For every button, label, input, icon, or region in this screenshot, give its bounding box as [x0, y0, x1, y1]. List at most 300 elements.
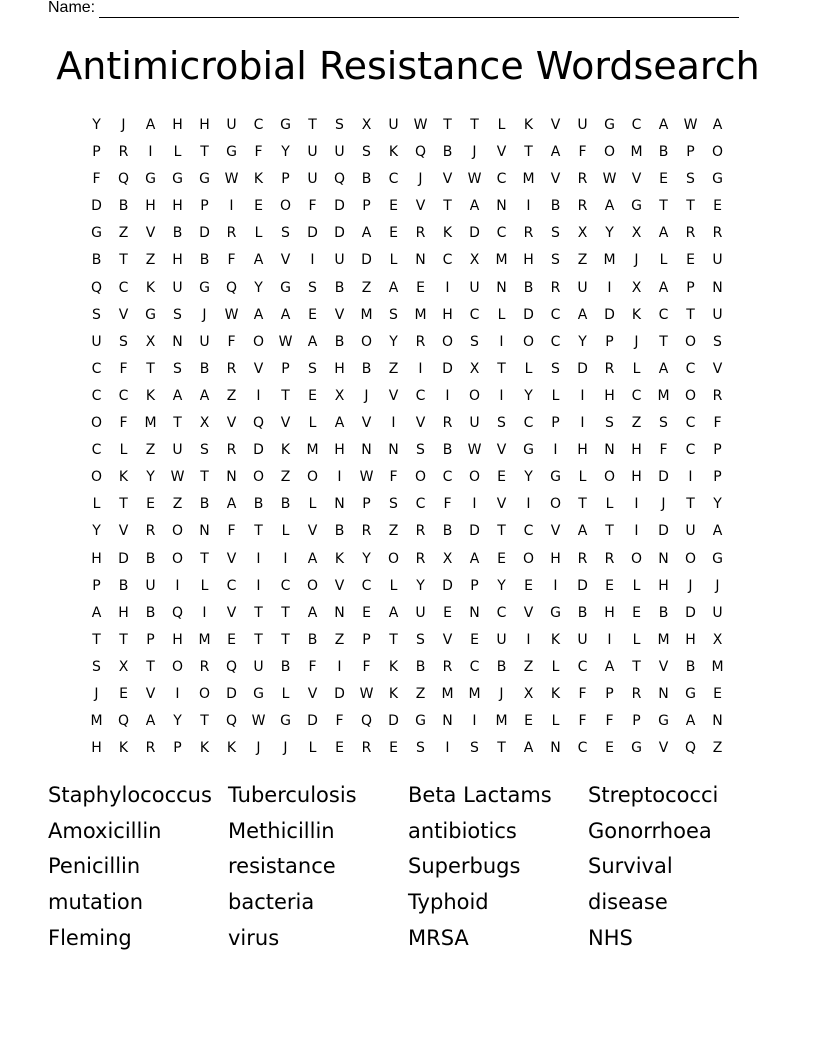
- grid-letter: Y: [713, 496, 722, 513]
- grid-letter: G: [280, 117, 291, 133]
- grid-letter: B: [118, 198, 129, 215]
- grid-letter: R: [712, 225, 723, 242]
- grid-letter: G: [550, 604, 561, 621]
- grid-letter: R: [577, 550, 588, 567]
- grid-letter: U: [91, 333, 102, 350]
- grid-letter: B: [145, 604, 156, 621]
- grid-letter: F: [227, 252, 236, 269]
- grid-letter: Z: [280, 469, 291, 486]
- grid-letter: E: [308, 306, 317, 323]
- grid-letter: B: [496, 658, 507, 675]
- grid-letter: O: [684, 387, 697, 404]
- grid-letter: U: [226, 117, 237, 133]
- grid-letter: T: [470, 117, 479, 133]
- grid-letter: Z: [415, 685, 426, 702]
- grid-letter: O: [630, 550, 643, 567]
- grid-letter: C: [523, 415, 534, 432]
- grid-letter: K: [118, 469, 129, 486]
- grid-letter: E: [416, 279, 425, 296]
- grid-letter: W: [224, 171, 239, 188]
- grid-letter: T: [497, 523, 506, 540]
- grid-letter: T: [254, 523, 263, 540]
- grid-letter: C: [496, 604, 507, 621]
- grid-letter: E: [389, 740, 398, 757]
- grid-letter: H: [172, 198, 183, 215]
- grid-letter: I: [607, 631, 612, 648]
- grid-letter: I: [634, 496, 639, 513]
- grid-letter: B: [577, 604, 588, 621]
- grid-letter: V: [334, 306, 345, 323]
- grid-letter: O: [279, 198, 292, 215]
- grid-letter: J: [94, 685, 99, 702]
- grid-letter: A: [280, 306, 291, 323]
- grid-letter: B: [685, 658, 696, 675]
- grid-letter: V: [442, 171, 453, 188]
- grid-letter: K: [442, 225, 453, 242]
- grid-letter: N: [658, 685, 669, 702]
- grid-letter: I: [526, 496, 531, 513]
- grid-letter: L: [551, 387, 560, 404]
- grid-letter: B: [145, 550, 156, 567]
- grid-letter: S: [497, 415, 506, 432]
- grid-letter: J: [364, 387, 369, 404]
- grid-letter: R: [415, 333, 426, 350]
- grid-letter: D: [334, 225, 345, 242]
- grid-letter: S: [416, 442, 425, 459]
- grid-letter: T: [578, 496, 587, 513]
- grid-letter: B: [280, 658, 291, 675]
- grid-letter: X: [577, 225, 588, 242]
- grid-letter: S: [308, 360, 317, 377]
- grid-letter: T: [443, 117, 452, 133]
- grid-letter: M: [711, 658, 724, 675]
- word-list-item: Superbugs: [408, 854, 521, 879]
- grid-letter: W: [467, 442, 482, 459]
- grid-letter: R: [145, 740, 156, 757]
- grid-letter: Y: [92, 117, 101, 133]
- grid-letter: K: [550, 685, 561, 702]
- grid-letter: X: [442, 550, 453, 567]
- grid-letter: I: [445, 279, 450, 296]
- grid-letter: Q: [414, 144, 427, 161]
- grid-letter: S: [119, 333, 128, 350]
- grid-letter: B: [334, 333, 345, 350]
- grid-letter: O: [468, 469, 481, 486]
- grid-letter: C: [91, 360, 102, 377]
- grid-letter: Q: [90, 279, 103, 296]
- grid-letter: Z: [334, 631, 345, 648]
- grid-letter: L: [605, 496, 614, 513]
- grid-letter: O: [171, 658, 184, 675]
- grid-letter: B: [280, 496, 291, 513]
- grid-letter: P: [92, 144, 101, 161]
- grid-letter: P: [362, 631, 371, 648]
- grid-letter: X: [469, 360, 480, 377]
- grid-letter: I: [202, 604, 207, 621]
- grid-letter: U: [172, 442, 183, 459]
- grid-letter: B: [361, 360, 372, 377]
- grid-letter: L: [632, 360, 641, 377]
- grid-letter: H: [334, 442, 345, 459]
- grid-letter: B: [658, 144, 669, 161]
- grid-letter: V: [550, 523, 561, 540]
- grid-letter: K: [388, 685, 399, 702]
- grid-letter: F: [92, 171, 101, 188]
- grid-letter: S: [659, 415, 668, 432]
- grid-letter: T: [524, 144, 533, 161]
- grid-letter: T: [173, 415, 182, 432]
- grid-letter: P: [146, 631, 155, 648]
- grid-letter: B: [658, 604, 669, 621]
- grid-letter: V: [361, 415, 372, 432]
- grid-letter: O: [522, 550, 535, 567]
- grid-letter: X: [523, 685, 534, 702]
- grid-letter: F: [119, 360, 128, 377]
- grid-letter: I: [580, 415, 585, 432]
- word-list-item: mutation: [48, 890, 144, 915]
- grid-letter: Z: [712, 740, 723, 757]
- grid-letter: H: [118, 604, 129, 621]
- grid-letter: X: [145, 333, 156, 350]
- grid-letter: C: [361, 577, 372, 594]
- grid-letter: A: [577, 306, 588, 323]
- grid-letter: C: [523, 523, 534, 540]
- letter-grid: [83, 114, 731, 764]
- grid-letter: C: [577, 740, 588, 757]
- grid-letter: Y: [254, 279, 263, 296]
- grid-letter: F: [335, 713, 344, 730]
- grid-letter: R: [577, 171, 588, 188]
- grid-letter: J: [634, 252, 639, 269]
- grid-letter: D: [469, 523, 480, 540]
- grid-letter: Q: [117, 713, 130, 730]
- grid-letter: R: [145, 523, 156, 540]
- grid-letter: T: [443, 198, 452, 215]
- grid-letter: A: [199, 387, 210, 404]
- grid-letter: A: [388, 604, 399, 621]
- grid-letter: U: [334, 144, 345, 161]
- grid-letter: S: [470, 740, 479, 757]
- grid-letter: T: [497, 740, 506, 757]
- grid-letter: R: [415, 550, 426, 567]
- grid-letter: J: [634, 333, 639, 350]
- grid-letter: Z: [523, 658, 534, 675]
- grid-letter: S: [173, 306, 182, 323]
- grid-letter: F: [578, 685, 587, 702]
- grid-letter: R: [604, 360, 615, 377]
- grid-letter: R: [631, 685, 642, 702]
- grid-letter: N: [496, 279, 507, 296]
- grid-letter: T: [686, 306, 695, 323]
- grid-letter: A: [685, 713, 696, 730]
- grid-letter: V: [523, 604, 534, 621]
- grid-letter: W: [359, 469, 374, 486]
- grid-letter: C: [118, 387, 129, 404]
- grid-letter: A: [658, 279, 669, 296]
- grid-letter: D: [469, 225, 480, 242]
- grid-letter: B: [334, 279, 345, 296]
- grid-letter: C: [280, 577, 291, 594]
- grid-letter: O: [90, 415, 103, 432]
- grid-letter: O: [468, 387, 481, 404]
- grid-letter: B: [199, 252, 210, 269]
- grid-letter: G: [199, 171, 210, 188]
- grid-letter: C: [685, 415, 696, 432]
- grid-letter: Y: [524, 387, 533, 404]
- word-list-item: NHS: [588, 925, 633, 950]
- grid-letter: P: [362, 496, 371, 513]
- grid-letter: G: [91, 225, 102, 242]
- grid-letter: D: [307, 225, 318, 242]
- grid-letter: F: [578, 713, 587, 730]
- grid-letter: A: [91, 604, 102, 621]
- grid-letter: U: [577, 279, 588, 296]
- grid-letter: B: [172, 225, 183, 242]
- grid-letter: I: [553, 442, 558, 459]
- grid-letter: M: [90, 713, 103, 730]
- grid-letter: O: [198, 685, 211, 702]
- grid-letter: Y: [92, 523, 101, 540]
- grid-letter: D: [604, 306, 615, 323]
- grid-letter: G: [199, 279, 210, 296]
- grid-letter: V: [253, 360, 264, 377]
- grid-letter: U: [145, 577, 156, 594]
- grid-letter: A: [307, 333, 318, 350]
- grid-letter: C: [91, 442, 102, 459]
- grid-letter: M: [414, 306, 427, 323]
- grid-letter: Y: [605, 225, 614, 242]
- grid-letter: V: [550, 117, 561, 133]
- grid-letter: U: [577, 117, 588, 133]
- grid-letter: V: [118, 306, 129, 323]
- grid-letter: T: [389, 631, 398, 648]
- grid-letter: L: [281, 523, 290, 540]
- grid-letter: H: [199, 117, 210, 133]
- grid-letter: Z: [172, 496, 183, 513]
- grid-letter: I: [175, 685, 180, 702]
- grid-letter: P: [551, 415, 560, 432]
- word-list-item: virus: [228, 925, 280, 950]
- grid-letter: B: [199, 360, 210, 377]
- grid-letter: R: [226, 225, 237, 242]
- grid-letter: W: [602, 171, 617, 188]
- grid-letter: B: [118, 577, 129, 594]
- grid-letter: O: [171, 523, 184, 540]
- grid-letter: Y: [362, 550, 371, 567]
- grid-letter: N: [226, 469, 237, 486]
- grid-letter: R: [604, 550, 615, 567]
- grid-letter: C: [226, 577, 237, 594]
- grid-letter: F: [389, 469, 398, 486]
- grid-letter: V: [712, 360, 723, 377]
- grid-letter: N: [712, 713, 723, 730]
- name-field[interactable]: [48, 0, 748, 18]
- grid-letter: D: [523, 306, 534, 323]
- grid-letter: T: [497, 360, 506, 377]
- word-list-item: Typhoid: [408, 890, 489, 915]
- grid-letter: K: [523, 117, 534, 133]
- grid-letter: P: [686, 144, 695, 161]
- grid-letter: I: [634, 523, 639, 540]
- grid-letter: T: [146, 360, 155, 377]
- grid-letter: D: [307, 713, 318, 730]
- word-list-item: Methicillin: [228, 818, 335, 843]
- grid-letter: Q: [171, 604, 184, 621]
- grid-letter: L: [254, 225, 263, 242]
- grid-letter: T: [659, 198, 668, 215]
- grid-letter: D: [658, 469, 669, 486]
- grid-letter: T: [254, 604, 263, 621]
- grid-letter: S: [551, 225, 560, 242]
- grid-letter: Y: [389, 333, 398, 350]
- grid-letter: A: [361, 225, 372, 242]
- grid-letter: B: [550, 198, 561, 215]
- grid-letter: T: [686, 198, 695, 215]
- grid-letter: W: [224, 306, 239, 323]
- grid-letter: O: [684, 333, 697, 350]
- grid-letter: T: [254, 631, 263, 648]
- grid-letter: A: [658, 117, 669, 133]
- grid-letter: G: [658, 713, 669, 730]
- grid-letter: B: [442, 523, 453, 540]
- grid-letter: H: [91, 740, 102, 757]
- grid-letter: O: [603, 469, 616, 486]
- grid-letter: G: [631, 198, 642, 215]
- grid-letter: G: [226, 144, 237, 161]
- grid-letter: G: [415, 713, 426, 730]
- grid-letter: U: [172, 279, 183, 296]
- grid-letter: H: [442, 306, 453, 323]
- grid-letter: T: [119, 252, 128, 269]
- grid-letter: I: [607, 279, 612, 296]
- grid-letter: D: [334, 198, 345, 215]
- grid-letter: L: [308, 415, 317, 432]
- grid-letter: U: [712, 252, 723, 269]
- grid-letter: V: [226, 604, 237, 621]
- grid-letter: E: [524, 713, 533, 730]
- grid-letter: A: [550, 144, 561, 161]
- grid-letter: O: [684, 550, 697, 567]
- grid-letter: E: [308, 387, 317, 404]
- grid-letter: S: [686, 171, 695, 188]
- grid-letter: H: [658, 577, 669, 594]
- grid-letter: E: [146, 496, 155, 513]
- grid-letter: P: [173, 740, 182, 757]
- grid-letter: I: [499, 333, 504, 350]
- grid-letter: J: [472, 144, 477, 161]
- word-list-item: bacteria: [228, 890, 315, 915]
- grid-letter: J: [715, 577, 720, 594]
- grid-letter: I: [283, 550, 288, 567]
- grid-letter: P: [200, 198, 209, 215]
- grid-letter: V: [631, 171, 642, 188]
- grid-letter: D: [658, 523, 669, 540]
- grid-letter: R: [577, 198, 588, 215]
- grid-letter: N: [199, 523, 210, 540]
- grid-letter: V: [280, 252, 291, 269]
- grid-letter: G: [631, 740, 642, 757]
- grid-letter: K: [550, 631, 561, 648]
- grid-letter: R: [550, 279, 561, 296]
- grid-letter: I: [472, 496, 477, 513]
- grid-letter: U: [199, 333, 210, 350]
- grid-letter: D: [388, 713, 399, 730]
- grid-letter: K: [145, 279, 156, 296]
- grid-letter: S: [713, 333, 722, 350]
- grid-letter: N: [361, 442, 372, 459]
- grid-letter: L: [578, 469, 587, 486]
- grid-letter: C: [496, 171, 507, 188]
- grid-letter: S: [335, 117, 344, 133]
- grid-letter: X: [631, 225, 642, 242]
- grid-letter: U: [496, 631, 507, 648]
- grid-letter: R: [118, 144, 129, 161]
- grid-letter: H: [334, 360, 345, 377]
- grid-letter: Q: [117, 171, 130, 188]
- grid-letter: I: [391, 415, 396, 432]
- grid-letter: P: [281, 360, 290, 377]
- grid-letter: I: [688, 469, 693, 486]
- grid-letter: P: [281, 171, 290, 188]
- grid-letter: A: [577, 523, 588, 540]
- grid-letter: J: [256, 740, 261, 757]
- grid-letter: L: [632, 577, 641, 594]
- grid-letter: M: [630, 144, 643, 161]
- grid-letter: E: [497, 469, 506, 486]
- grid-letter: I: [337, 469, 342, 486]
- grid-letter: U: [253, 658, 264, 675]
- grid-letter: L: [308, 740, 317, 757]
- grid-letter: S: [416, 631, 425, 648]
- grid-letter: L: [659, 252, 668, 269]
- grid-letter: X: [118, 658, 129, 675]
- grid-letter: E: [605, 577, 614, 594]
- grid-letter: F: [308, 198, 317, 215]
- grid-letter: E: [362, 604, 371, 621]
- grid-letter: K: [388, 658, 399, 675]
- grid-letter: I: [472, 713, 477, 730]
- grid-letter: Q: [225, 279, 238, 296]
- grid-letter: D: [118, 550, 129, 567]
- grid-letter: D: [253, 442, 264, 459]
- grid-letter: O: [549, 496, 562, 513]
- grid-letter: K: [334, 550, 345, 567]
- grid-letter: X: [361, 117, 372, 133]
- grid-letter: R: [226, 442, 237, 459]
- grid-letter: C: [496, 225, 507, 242]
- grid-letter: S: [281, 225, 290, 242]
- grid-letter: C: [415, 496, 426, 513]
- grid-letter: K: [253, 171, 264, 188]
- grid-letter: O: [387, 550, 400, 567]
- grid-letter: B: [334, 523, 345, 540]
- grid-letter: G: [685, 685, 696, 702]
- grid-letter: T: [200, 713, 209, 730]
- grid-letter: G: [712, 171, 723, 188]
- grid-letter: G: [280, 713, 291, 730]
- word-list-item: Survival: [588, 854, 673, 879]
- grid-letter: T: [92, 631, 101, 648]
- grid-letter: I: [445, 387, 450, 404]
- grid-letter: B: [91, 252, 102, 269]
- grid-letter: B: [442, 144, 453, 161]
- grid-letter: E: [497, 550, 506, 567]
- grid-letter: L: [308, 496, 317, 513]
- word-list: [48, 778, 768, 956]
- grid-letter: A: [658, 225, 669, 242]
- grid-letter: I: [310, 252, 315, 269]
- grid-letter: C: [685, 442, 696, 459]
